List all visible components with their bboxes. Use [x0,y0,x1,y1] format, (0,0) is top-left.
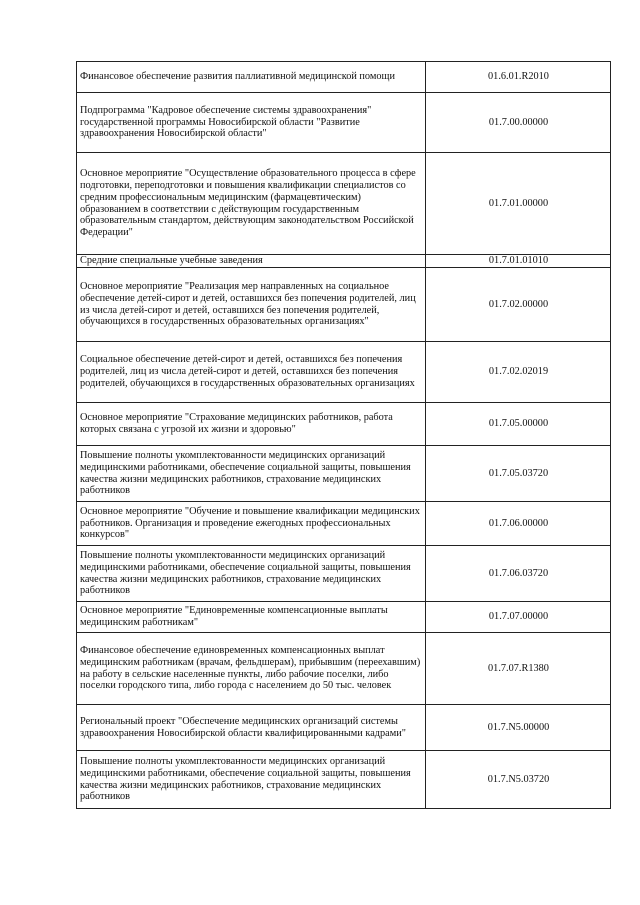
table-row [77,633,611,705]
row-code: 01.7.N5.00000 [426,705,611,751]
row-name: Финансовое обеспечение развития паллиативной медицинской помощи [77,62,426,93]
row-name: Основное мероприятие "Реализация мер направленных на социальное обеспечение детей-сирот и детей, оставшихся без попечения родителей, лиц из числа детей-сирот и детей, оставшихся без попечения родителей, обучающихся в государственных образовательных организациях" [77,268,426,342]
row-code: 01.7.07.00000 [426,602,611,633]
row-code: 01.7.07.R1380 [426,633,611,705]
row-name: Региональный проект "Обеспечение медицинских организаций системы здравоохранения Новосибирской области квалифицированными кадрами" [77,705,426,751]
table-row [77,705,611,751]
table-row [77,403,611,446]
row-code: 01.7.06.03720 [426,546,611,602]
table-row [77,342,611,403]
row-code: 01.7.00.00000 [426,93,611,153]
table-row [77,255,611,268]
row-name: Подпрограмма "Кадровое обеспечение системы здравоохранения" государственной программы Новосибирской области "Развитие здравоохранения Новосибирской области" [77,93,426,153]
row-name: Основное мероприятие "Осуществление образовательного процесса в сфере подготовки, переподготовки и повышения квалификации специалистов со средним профессиональным медицинским (фармацевтическим) образованием в соответствии с действующим государственным образовательным стандартом, действующим законодательством Российской Федерации" [77,153,426,255]
table-row [77,546,611,602]
row-name: Средние специальные учебные заведения [77,255,426,268]
row-name: Основное мероприятие "Обучение и повышение квалификации медицинских работников. Организация и проведение ежегодных профессиональных конкурсов" [77,502,426,546]
row-code: 01.7.05.03720 [426,446,611,502]
row-code: 01.7.05.00000 [426,403,611,446]
row-code: 01.7.01.01010 [426,255,611,268]
row-code: 01.7.02.00000 [426,268,611,342]
row-name: Повышение полноты укомплектованности медицинских организаций медицинскими работниками, обеспечение социальной защиты, повышения качества жизни медицинских работников, страхование медицинских работников [77,546,426,602]
table-row [77,751,611,809]
row-name: Основное мероприятие "Единовременные компенсационные выплаты медицинским работникам" [77,602,426,633]
row-code: 01.7.01.00000 [426,153,611,255]
row-code: 01.7.N5.03720 [426,751,611,809]
table-row [77,502,611,546]
budget-classification-table [76,61,611,809]
row-name: Финансовое обеспечение единовременных компенсационных выплат медицинским работникам (врачам, фельдшерам), прибывшим (переехавшим) на работу в сельские населенные пункты, либо рабочие поселки, либо поселки городского типа, либо города с населением до 50 тыс. человек [77,633,426,705]
table-row [77,62,611,93]
row-code: 01.6.01.R2010 [426,62,611,93]
table-row [77,602,611,633]
row-code: 01.7.02.02019 [426,342,611,403]
table-row [77,153,611,255]
row-code: 01.7.06.00000 [426,502,611,546]
row-name: Социальное обеспечение детей-сирот и детей, оставшихся без попечения родителей, лиц из числа детей-сирот и детей, оставшихся без попечения родителей, обучающихся в государственных образовательных организациях [77,342,426,403]
row-name: Основное мероприятие "Страхование медицинских работников, работа которых связана с угрозой их жизни и здоровью" [77,403,426,446]
table-row [77,268,611,342]
table-row [77,93,611,153]
table-row [77,446,611,502]
row-name: Повышение полноты укомплектованности медицинских организаций медицинскими работниками, обеспечение социальной защиты, повышения качества жизни медицинских работников, страхование медицинских работников [77,446,426,502]
row-name: Повышение полноты укомплектованности медицинских организаций медицинскими работниками, обеспечение социальной защиты, повышения качества жизни медицинских работников, страхование медицинских работников [77,751,426,809]
